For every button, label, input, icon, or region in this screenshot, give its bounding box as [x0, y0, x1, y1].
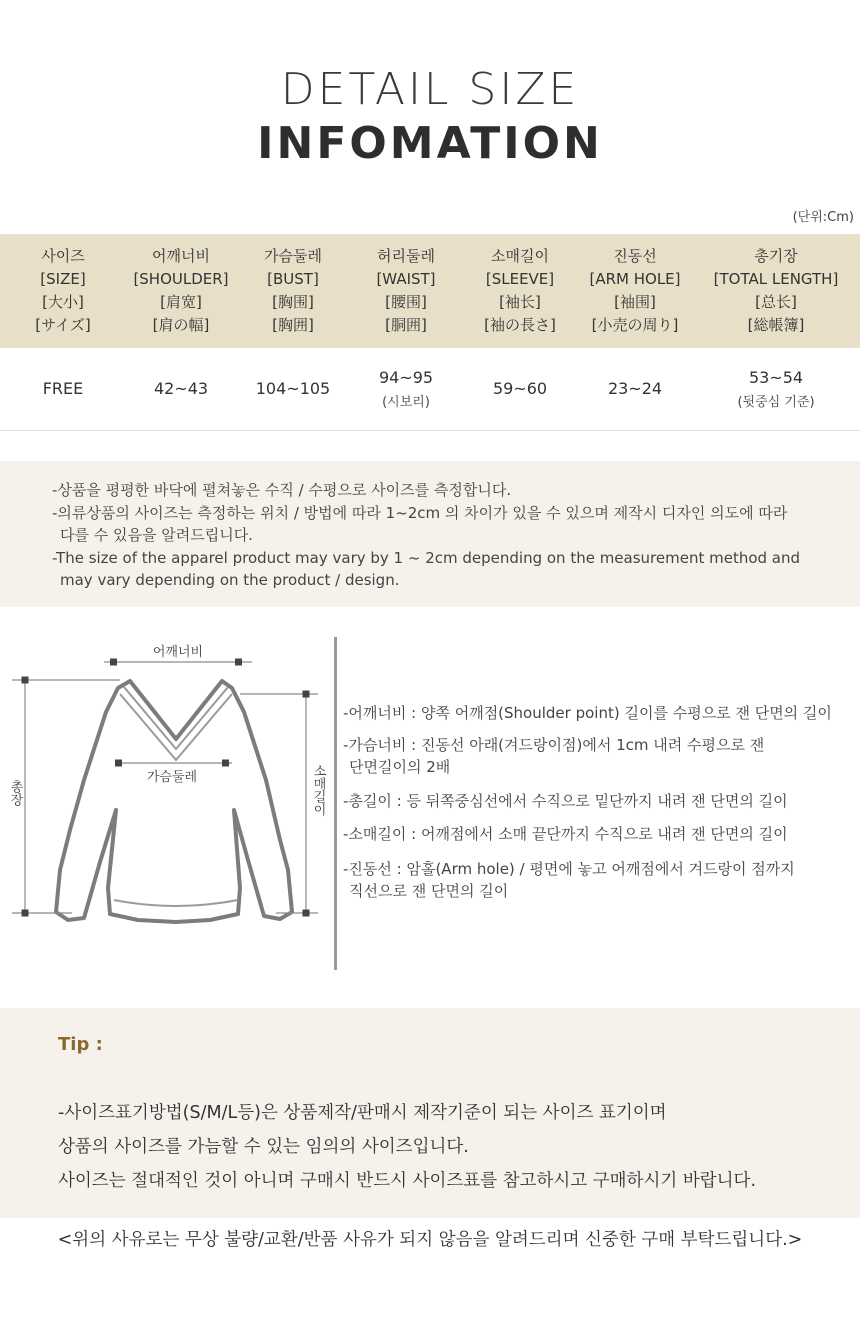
notice-line: 다를 수 있음을 알려드립니다. — [60, 526, 253, 544]
desc-item: -소매길이 : 어깨점에서 소매 끝단까지 수직으로 내려 잰 단면의 길이 — [343, 825, 788, 843]
footer-notice: <위의 사유로는 무상 불량/교환/반품 사유가 되지 않음을 알려드리며 신중한 구매 부탁드립니다.> — [57, 1230, 803, 1250]
cell-total-length-note: (뒷중심 기준) — [737, 394, 815, 410]
header-size: 사이즈 [SIZE] [大小] [サイズ] — [0, 234, 126, 348]
cell-armhole: 23~24 — [578, 348, 692, 430]
cell-waist: 94~95 (시보리) — [350, 348, 462, 430]
table-row — [0, 348, 860, 430]
tip-text — [58, 1096, 860, 1198]
cell-size: FREE — [0, 348, 126, 430]
garment-diagram — [0, 630, 340, 980]
tshirt-icon — [56, 681, 292, 922]
header-shoulder: 어깨너비 [SHOULDER] [肩宽] [肩の幅] — [126, 234, 236, 348]
page-title — [0, 62, 860, 170]
header-bust: 가슴둘레 [BUST] [胸围] [胸囲] — [236, 234, 350, 348]
tip-line: 사이즈는 절대적인 것이 아니며 구매시 반드시 사이즈표를 참고하시고 구매하시기 바랍니다. — [58, 1171, 757, 1191]
header-sleeve: 소매길이 [SLEEVE] [袖长] [袖の長さ] — [462, 234, 578, 348]
cell-bust: 104~105 — [236, 348, 350, 430]
title-line-1: DETAIL SIZE — [280, 64, 580, 115]
cell-total-length: 53~54 (뒷중심 기준) — [692, 348, 860, 430]
notice-line: may vary depending on the product / design. — [60, 571, 400, 589]
unit-label: (단위:Cm) — [792, 210, 854, 225]
section-divider — [334, 637, 337, 970]
sleeve-label: 소매길이 — [310, 764, 326, 816]
tip-label: Tip : — [58, 1034, 103, 1055]
cell-waist-note: (시보리) — [382, 394, 430, 410]
bust-label: 가슴둘레 — [146, 770, 198, 785]
title-line-2: INFOMATION — [257, 118, 603, 169]
header-total-length: 총기장 [TOTAL LENGTH] [总长] [総帳簿] — [692, 234, 860, 348]
tip-line: 상품의 사이즈를 가늠할 수 있는 임의의 사이즈입니다. — [58, 1137, 469, 1157]
tip-panel — [0, 1008, 860, 1218]
desc-item: -어깨너비 : 양쪽 어깨점(Shoulder point) 길이를 수평으로 잰 단면의 길이 — [343, 704, 832, 722]
desc-item: -가슴너비 : 진동선 아래(겨드랑이점)에서 1cm 내려 수평으로 잰 단면길이의 2배 — [343, 736, 765, 776]
header-armhole: 진동선 [ARM HOLE] [袖围] [小売の周り] — [578, 234, 692, 348]
desc-item: -진동선 : 암홀(Arm hole) / 평면에 놓고 어깨점에서 겨드랑이 점까지 직선으로 잰 단면의 길이 — [343, 860, 795, 900]
notice-line: -의류상품의 사이즈는 측정하는 위치 / 방법에 따라 1~2cm 의 차이가 있을 수 있으며 제작시 디자인 의도에 따라 — [52, 503, 788, 522]
tip-line: -사이즈표기방법(S/M/L등)은 상품제작/판매시 제작기준이 되는 사이즈 표기이며 — [58, 1103, 667, 1123]
header-waist: 허리둘레 [WAIST] [腰围] [胴囲] — [350, 234, 462, 348]
cell-shoulder: 42~43 — [126, 348, 236, 430]
measurement-notice — [0, 461, 860, 607]
notice-line: -The size of the apparel product may vary by 1 ~ 2cm depending on the measurement method and — [52, 548, 801, 567]
size-table — [0, 234, 860, 431]
total-length-label: 총장 — [7, 780, 23, 806]
table-header-row — [0, 234, 860, 348]
notice-line: -상품을 평평한 바닥에 펼쳐놓은 수직 / 수평으로 사이즈를 측정합니다. — [52, 481, 512, 499]
shoulder-label: 어깨너비 — [152, 645, 204, 660]
cell-sleeve: 59~60 — [462, 348, 578, 430]
desc-item: -총길이 : 등 뒤쪽중심선에서 수직으로 밑단까지 내려 잰 단면의 길이 — [343, 792, 788, 810]
